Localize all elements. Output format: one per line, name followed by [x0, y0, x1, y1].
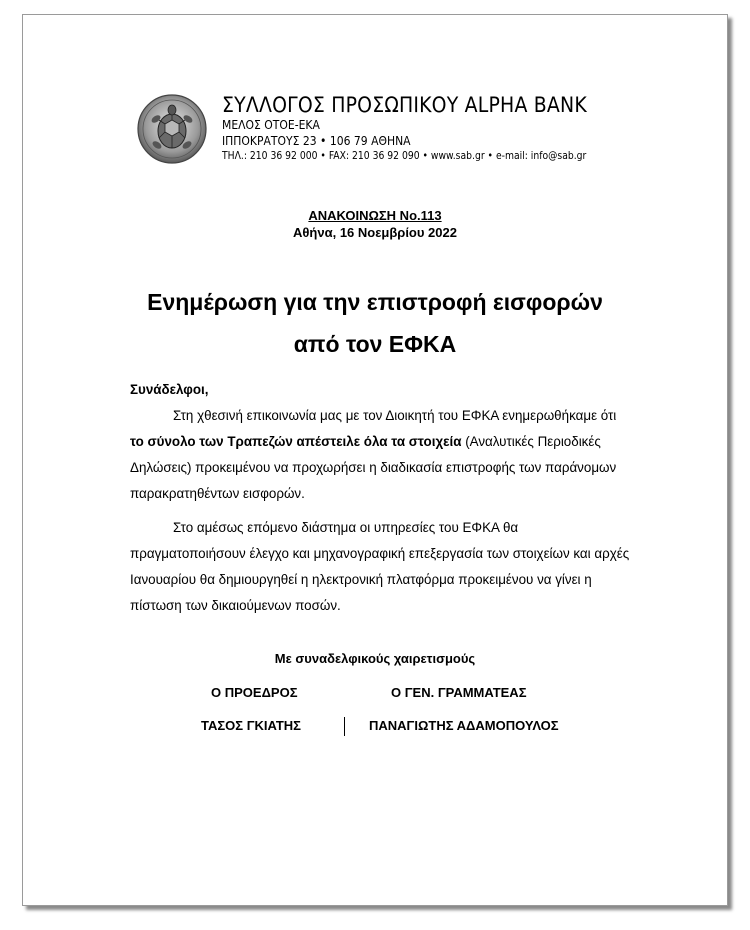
paragraph-2-text: Στο αμέσως επόμενο διάστημα οι υπηρεσίες του ΕΦΚΑ θα πραγματοποιήσουν έλεγχο και μηχανογραφική επεξεργασία των στοιχείων και αρχές Ιανουαρίου θα δημιουργηθεί η ηλεκτρονική πλατφόρμα προκειμένου να γίνει η πίστωση των δικαιούμενων ποσών. — [130, 520, 630, 613]
signature-divider — [344, 717, 345, 736]
document-page — [22, 14, 728, 906]
paragraph-1 — [130, 403, 630, 507]
announcement-date: Αθήνα, 16 Νοεμβρίου 2022 — [293, 225, 457, 240]
title-line-1: Ενημέρωση για την επιστροφή εισφορών — [147, 289, 603, 315]
paragraph-1-text-a: Στη χθεσινή επικοινωνία μας με τον Διοικητή του ΕΦΚΑ ενημερωθήκαμε ότι — [173, 408, 617, 423]
org-name: ΣΥΛΛΟΓΟΣ ΠΡΟΣΩΠΙΚΟΥ ALPHA BANK — [222, 93, 587, 117]
org-contact: ΤΗΛ.: 210 36 92 000 • FAX: 210 36 92 090 • www.sab.gr • e-mail: info@sab.gr — [222, 150, 587, 162]
letterhead-text — [222, 93, 636, 164]
announcement-number: ΑΝΑΚΟΙΝΩΣΗ Νο.113 — [308, 208, 442, 223]
president-name: ΤΑΣΟΣ ΓΚΙΑΤΗΣ — [201, 718, 301, 733]
president-title: Ο ΠΡΟΕΔΡΟΣ — [211, 685, 298, 700]
paragraph-2 — [130, 515, 630, 619]
org-member: ΜΕΛΟΣ ΟΤΟΕ-ΕΚΑ — [222, 118, 320, 132]
document-title — [23, 281, 727, 365]
secretary-name: ΠΑΝΑΓΙΩΤΗΣ ΑΔΑΜΟΠΟΥΛΟΣ — [369, 718, 559, 733]
salutation: Συνάδελφοι, — [130, 382, 209, 397]
turtle-seal-icon — [136, 93, 208, 165]
letterhead — [136, 93, 616, 175]
document-body — [130, 377, 630, 619]
title-line-2: από τον ΕΦΚΑ — [293, 331, 457, 357]
paragraph-1-bold: το σύνολο των Τραπεζών απέστειλε όλα τα στοιχεία — [130, 434, 462, 449]
closing-greeting: Με συναδελφικούς χαιρετισμούς — [274, 651, 476, 666]
org-address: ΙΠΠΟΚΡΑΤΟΥΣ 23 • 106 79 ΑΘΗΝΑ — [222, 134, 411, 148]
secretary-title: Ο ΓΕΝ. ΓΡΑΜΜΑΤΕΑΣ — [391, 685, 527, 700]
announcement-header — [23, 207, 727, 241]
paragraph-1-text-b: (Αναλυτικές Περιοδικές Δηλώσεις) προκειμένου να προχωρήσει η διαδικασία επιστροφής των παράνομων παρακρατηθέντων εισφορών. — [130, 434, 617, 501]
